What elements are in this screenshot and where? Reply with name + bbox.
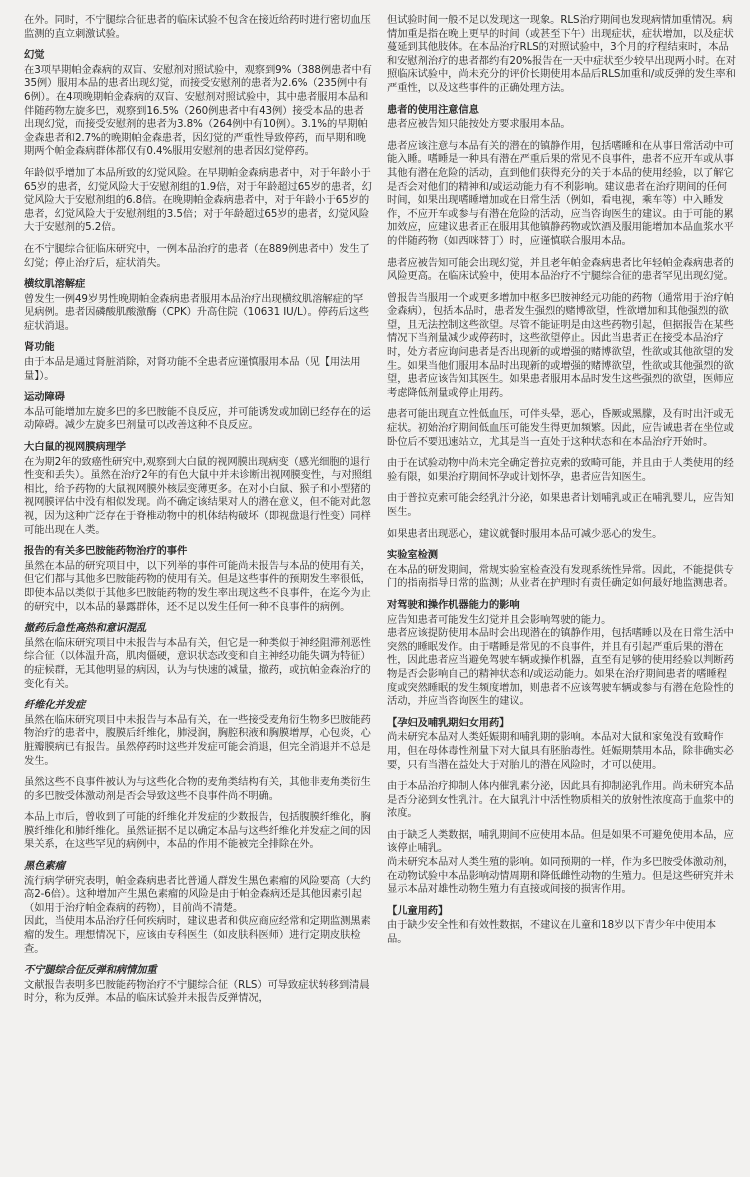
- section: [387, 492, 736, 519]
- section: [387, 457, 736, 484]
- section-heading: 不宁腿综合征反弹和病情加重: [24, 964, 157, 977]
- section: [387, 14, 736, 96]
- section: [24, 243, 373, 270]
- section: [24, 964, 373, 1006]
- paragraph: 文献报告表明多巴胺能药物治疗不宁腿综合征（RLS）可导致症状转移到清晨时分，称为反弹。本品的临床试验并未报告反弹情况，: [24, 978, 370, 1005]
- paragraph: 虽然在临床研究项目中未报告与本品有关，在一些接受麦角衍生物多巴胺能药物治疗的患者中，腹膜后纤维化，肺浸润，胸腔积液和胸膜增厚，心包炎，心脏瓣膜病已有报告。虽然停药时这些并发症可能会消退，但完全消退并不总是发生。: [24, 713, 371, 767]
- section: [387, 829, 736, 897]
- paragraph: 流行病学研究表明，帕金森病患者比普通人群发生黑色素瘤的风险要高（大约高2-6倍）。这种增加产生黑色素瘤的风险是由于帕金森病还是其他因素引起（如用于治疗帕金森病的药物），目前尚不清楚。 因此，当使用本品治疗任何疾病时，建议患者和供应商应经常和定期监测黑素瘤的发生。理想情况下，应该由专科医生（如皮肤科医师）进行定期皮肤检查。: [24, 874, 371, 955]
- section-heading: 【孕妇及哺乳期妇女用药】: [387, 716, 510, 729]
- paragraph: 由于普拉克索可能会经乳汁分泌，如果患者计划哺乳或正在哺乳婴儿，应告知医生。: [387, 492, 734, 518]
- section: [24, 860, 373, 956]
- paragraph: 年龄似乎增加了本品所致的幻觉风险。在早期帕金森病患者中，对于年龄小于65岁的患者，幻觉风险大于安慰剂组的1.9倍，对于年龄超过65岁的患者，幻觉风险大于安慰剂组的6.8倍。在晚期帕金森病患者中，对于年龄小于65岁的患者，幻觉风险大于安慰剂组的3.5倍；对于年龄超过65岁的患者，幻觉风险大于安慰剂的5.2倍。: [24, 166, 372, 234]
- section: [24, 699, 373, 768]
- section: [387, 292, 736, 401]
- section-heading: 肾功能: [24, 341, 55, 354]
- paragraph: 在本品的研发期间，常规实验室检查没有发现系统性异常。因此，不能提供专门的指南指导日常的监测；从业者在护理时有责任确定如何最好地监测患者。: [387, 563, 734, 590]
- section: [24, 622, 373, 691]
- paragraph: 曾报告当服用一个或更多增加中枢多巴胺神经元功能的药物（通常用于治疗帕金森病），包括本品时，患者发生强烈的赌博欲望，性欲增加和其他强烈的欲望，且无法控制这些欲望。尽管不能证明是由这些药物引起，但据报告在某些情况下当剂量减少或停药时，这些欲望停止。因此当患者正在接受本品治疗时，处方者应询问患者是否出现新的或增强的赌博欲望，性欲或其他欲望的发生。如果当他们服用本品时出现新的或增强的赌博欲望，性欲或其他强烈的欲望，患者应该告知其医生。如果患者服用本品时发生这些强烈的欲望，医师应考虑降低剂量或停止用药。: [387, 291, 734, 399]
- paragraph: 虽然在本品的研究项目中，以下列举的事件可能尚未报告与本品的使用有关，但它们都与其他多巴胺能药物的使用有关。但是这些事件的预期发生率很低，即使本品以类似于其他多巴胺能药物的发生率出现这些不良事件，在迄今为止的研究中，以本品的暴露群体，还不足以发生任何一种不良事件的病例。: [24, 559, 371, 613]
- section-heading: 幻觉: [24, 49, 45, 62]
- section: [24, 14, 373, 41]
- section: [387, 528, 736, 542]
- paragraph: 本品上市后，曾收到了可能的纤维化并发症的少数报告，包括腹膜纤维化，胸膜纤维化和肺纤维化。虽然证据不足以确定本品与这些纤维化并发症之间的因果关系，在这些罕见的病例中，本品的作用不能被完全排除在外。: [24, 811, 371, 851]
- section-heading: 患者的使用注意信息: [387, 103, 479, 116]
- section-heading: 对驾驶和操作机器能力的影响: [387, 598, 520, 611]
- section-heading: 大白鼠的视网膜病理学: [24, 441, 126, 454]
- section: [387, 140, 736, 249]
- paragraph: 本品可能增加左旋多巴的多巴胺能不良反应，并可能诱发或加剧已经存在的运动障碍。减少左旋多巴剂量可以改善这种不良反应。: [24, 405, 371, 432]
- section: [387, 549, 736, 591]
- section: [24, 278, 373, 333]
- section: [24, 441, 373, 537]
- section-heading: 报告的有关多巴胺能药物治疗的事件: [24, 545, 188, 558]
- paragraph: 虽然这些不良事件被认为与这些化合物的麦角类结构有关，其他非麦角类衍生的多巴胺受体激动剂是否会导致这些不良事件尚不明确。: [24, 776, 371, 802]
- paragraph: 在外。同时，不宁腿综合征患者的临床试验不包含在接近给药时进行密切血压监测的直立刺激试验。: [24, 14, 371, 40]
- section-heading: 运动障碍: [24, 391, 65, 404]
- section-heading: 黑色素瘤: [24, 860, 65, 873]
- paragraph: 在为期2年的致癌性研究中,观察到大白鼠的视网膜出现病变（感光细胞的退行性变和丢失）。虽然在治疗2年的有色大鼠中并未诊断出视网膜变性，与对照组相比，给予药物的大鼠视网膜外核层变薄更多。在对小白鼠、猴子和小型猪的视网膜评估中没有相似发现。尚不确定该结果对人的潜在意义，但不能对此忽视，因为这种广泛存在于脊椎动物中的机体结构破坏（即视盘退行性变）同样可能出现在人类。: [24, 455, 372, 536]
- section: [24, 391, 373, 433]
- section: [387, 717, 736, 772]
- section: [387, 780, 736, 821]
- section: [387, 104, 736, 132]
- paragraph: 如果患者出现恶心，建议就餐时服用本品可减少恶心的发生。: [387, 527, 663, 540]
- paragraph: 由于本品治疗抑制人体内催乳素分泌，因此具有抑制泌乳作用。尚未研究本品是否分泌到女性乳汁。在大鼠乳汁中活性物质相关的放射性浓度高于血浆中的浓度。: [387, 780, 734, 820]
- right-column: [387, 14, 736, 1168]
- paragraph: 患者应被告知只能按处方要求服用本品。: [387, 118, 571, 131]
- paragraph: 患者应被告知可能会出现幻觉，并且老年帕金森病患者比年轻帕金森病患者的风险更高。在临床试验中，使用本品治疗不宁腿综合征的患者罕见出现幻觉。: [387, 256, 734, 283]
- section: [24, 776, 373, 803]
- section-heading: 纤维化并发症: [24, 699, 86, 712]
- paragraph: 由于本品是通过肾脏消除，对肾功能不全患者应谨慎服用本品（见【用法用量】）。: [24, 356, 361, 382]
- paragraph: 虽然在临床研究项目中未报告与本品有关，但它是一种类似于神经阻滞剂恶性综合征（以体温升高，肌肉僵硬，意识状态改变和自主神经功能失调为特征）的症候群，无其他明显的病因，认为与快速的减量，撤药，或抗帕金森治疗的变化有关。: [24, 636, 371, 690]
- paragraph: 由于在试验动物中尚未完全确定普拉克索的致畸可能，并且由于人类使用的经验有限，如果治疗期间怀孕或计划怀孕，患者应告知医生。: [387, 457, 734, 483]
- paragraph: 尚未研究本品对人类妊娠期和哺乳期的影响。本品对大鼠和家兔没有致畸作用，但在母体毒性剂量下对大鼠具有胚胎毒性。妊娠期禁用本品，除非确实必要，只有当潜在益处大于对胎儿的潜在风险时，才可以使用。: [387, 731, 734, 771]
- paragraph: 曾发生一例49岁男性晚期帕金森病患者服用本品治疗出现横纹肌溶解症的罕见病例。患者因磷酸肌酸激酶（CPK）升高住院（10631 IU/L）。停药后这些症状消退。: [24, 292, 369, 332]
- paragraph: 患者可能出现直立性低血压，可伴头晕，恶心，昏厥或黑朦，及有时出汗或无症状。初始治疗期间低血压可能发生得更加频繁。因此，应告诫患者在坐位或卧位后不要迅速站立，尤其是当一直处于这种状态和在本品治疗开始时。: [387, 408, 734, 448]
- section-heading: 【儿童用药】: [387, 904, 449, 917]
- section-heading: 实验室检测: [387, 549, 438, 562]
- paragraph: 患者应该注意与本品有关的潜在的镇静作用，包括嗜睡和在从事日常活动中可能入睡。嗜睡是一种具有潜在严重后果的常见不良事件，患者不应开车或从事其他有潜在危险的活动，直到他们获得充分的关于本品的使用经验，以了解它是否会对他们的精神和/或运动能力有不利影响。建议患者在治疗期间的任何时间，如果出现嗜睡增加或在日常生活（例如，看电视，乘车等）中入睡发作，不应开车或参与有潜在危险的活动，应当咨询医生的建议。由于可能的累加效应，应建议患者正在服用其他镇静药物或饮酒及服用能增加本品血浆水平的伴随药物（如西咪替丁）时，应谨慎联合服用本品。: [387, 139, 734, 247]
- leaflet-page: [24, 14, 736, 1168]
- section: [387, 905, 736, 947]
- section: [387, 599, 736, 709]
- section: [24, 341, 373, 383]
- section: [24, 167, 373, 235]
- paragraph: 由于缺乏人类数据，哺乳期间不应使用本品。但是如果不可避免使用本品，应该停止哺乳。 尚未研究本品对人类生殖的影响。如同预期的一样，作为多巴胺受体激动剂，在动物试验中本品影响动情周期和降低雌性动物的生殖力。但是这些研究并未显示本品对雄性动物生殖力有直接或间接的损害作用。: [387, 828, 734, 896]
- section: [387, 408, 736, 449]
- section: [387, 257, 736, 284]
- section: [24, 545, 373, 614]
- section: [24, 49, 373, 159]
- paragraph: 应告知患者可能发生幻觉并且会影响驾驶的能力。 患者应该提防使用本品时会出现潜在的镇静作用，包括嗜睡以及在日常生活中突然的睡眠发作。由于嗜睡是常见的不良事件，并且有引起严重后果的潜在性，因此患者应当避免驾驶车辆或操作机器，直至有足够的使用经验以判断药物是否会影响自己的精神状态和/或运动能力。如果在治疗期间患者的嗜睡程度或突然睡眠的发生频度增加，则患者不应该驾驶车辆或参与有潜在危险性的活动，并应当咨询医生的建议。: [387, 613, 734, 708]
- section-heading: 撤药后急性高热和意识混乱: [24, 622, 147, 635]
- paragraph: 在3项早期帕金森病的双盲、安慰剂对照试验中，观察到9%（388例患者中有35例）服用本品的患者出现幻觉，而接受安慰剂的患者为2.6%（235例中有6例）。在4项晚期帕金森病的双盲、安慰剂对照试验中，其中患者服用本品和伴随药物左旋多巴，观察到16.5%（260例患者中有43例）接受本品的患者出现幻觉，而接受安慰剂的患者为3.8%（264例中有10例）。3.1%的早期帕金森患者和2.7%的晚期帕金森患者，因幻觉的严重性导致停药，而早期和晚期两个帕金森病群体都仅有0.4%服用安慰剂的患者因幻觉停药。: [24, 63, 372, 158]
- section-heading: 横纹肌溶解症: [24, 278, 86, 291]
- left-column: [24, 14, 373, 1168]
- paragraph: 但试验时间一般不足以发现这一现象。RLS治疗期间也发现病情加重情况。病情加重是指在晚上更早的时间（或甚至下午）出现症状，症状增加，以及症状蔓延到其他肢体。在本品治疗RLS的对照试验中，3个月的疗程结束时，本品和安慰剂治疗的患者都约有20%报告在一天中症状至少较早出现两小时。在对照临床试验中，尚未充分的评价长期使用本品后RLS加重和/或反弹的发生率和严重性，以及这些事件的正确处理方法。: [387, 14, 736, 94]
- paragraph: 由于缺少安全性和有效性数据，不建议在儿童和18岁以下青少年中使用本品。: [387, 919, 717, 946]
- paragraph: 在不宁腿综合征临床研究中，一例本品治疗的患者（在889例患者中）发生了幻觉；停止治疗后，症状消失。: [24, 242, 370, 269]
- section: [24, 811, 373, 852]
